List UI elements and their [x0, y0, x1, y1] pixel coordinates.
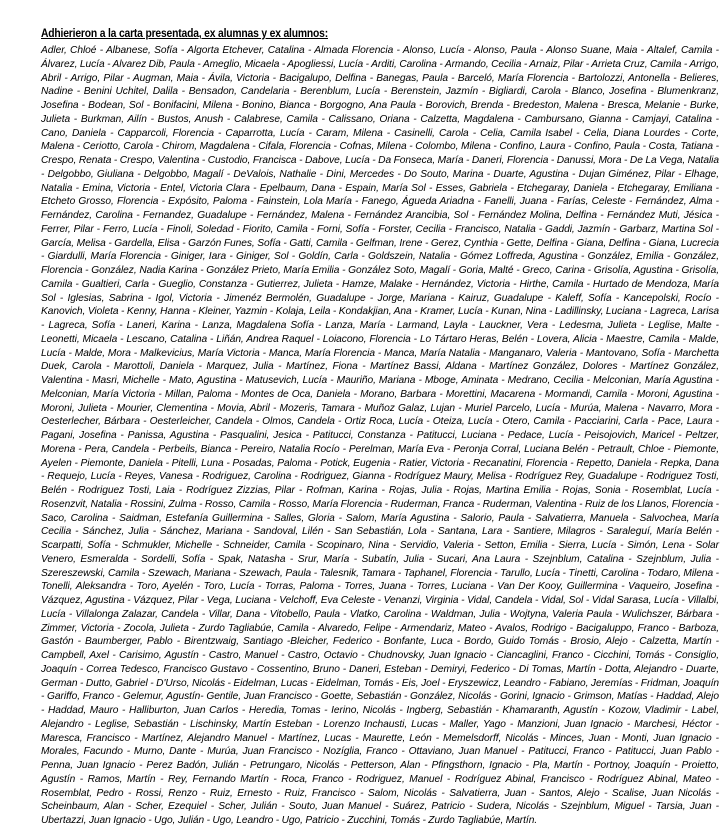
signatories-list: Adler, Chloé - Albanese, Sofía - Algorta Etchever, Catalina - Almada Florencia - Alonso, Lucía - Alonso, Paula - Alonso Suane, Maia - Altalef, Camila - Álvarez, Lucía - Alvarez Dib, Paula - Ameglio, Micaela - Apogliessi, Lucía - Arditi, Carolina - Armando, Cecilia - Arnaiz, Pilar - Arrieta Cruz, Camila - Arrigo, Abril - Arrigo, Pilar - Augman, Maia - Ávila, Victoria - Bacigalupo, Delfina - Banegas, Paula - Barceló, María Florencia - Bartolozzi, Antonella - Belieres, Nadine - Benini Uchitel, Dalila - Bensadon, Candelaria - Berenblum, Lucía - Berenstein, Jazmín - Bigliardi, Carola - Blanco, Josefina - Blumenkranz, Josefina - Bodean, Sol - Bonifacini, Milena - Bonino, Bianca - Borgogno, Ana Paula - Borovich, Brenda - Bredeston, Malena - Bresca, Melanie - Burke, Julieta - Burkman, Ailín - Bustos, Anush - Calabrese, Camila - Calissano, Oriana - Calzetta, Magdalena - Cambursano, Gianna - Camjayi, Catalina - Cano, Daniela - Capparcoli, Florencia - Caparrotta, Lucía - Caram, Milena - Casinelli, Carola - Celia, Camila Isabel - Celia, Diana Lourdes - Corte, Malena - Ceriotto, Carola - Chirom, Magdalena - Cifala, Florencia - Cofnas, Milena - Colombo, Milena - Confino, Laura - Confino, Paula - Costa, Tatiana - Crespo, Renata - Crespo, Valentina - Custodio, Francisca - Dabove, Lucía - Da Fonseca, María - Daneri, Florencia - Danussi, Mora - De La Vega, Natalia - Delgobbo, Giuliana - Delgobbo, Magalí - DeValois, Nathalie - Dini, Mercedes - Do Souto, Marina - Duarte, Agustina - Dujan Giménez, Pilar - Elhage, Natalia - Emina, Victoria - Entel, Victoria Clara - Epelbaum, Dana - Espain, María Sol - Esses, Gabriela - Etchegaray, Daniela - Etchegaray, Emiliana - Etcheto Grosso, Florencia - Expósito, Paloma - Fainstein, Lola María - Fanego, Águeda Ariadna - Fanelli, Juana - Farías, Celeste - Fernández, Alma - Fernández, Carolina - Fernandez, Guadalupe - Fernández, Malena - Fernández Arancibia, Sol - Fernández Molina, Delfina - Fernández Muti, Jésica - Ferrer, Pilar - Ferro, Lucía - Finoli, Soledad - Fiorito, Camila - Forni, Sofía - Forster, Cecilia - Francisco, Natalia - Gaddi, Jazmín - Garbarz, Martina Sol - García, Melisa - Gardella, Elisa - Garzón Funes, Sofía - Gatti, Camila - Gelfman, Irene - Gerez, Cynthia - Gette, Delfina - Giana, Delfina - Giana, Lucrecia - Giardulli, María Florencia - Giniger, Iara - Giniger, Sol - Goldín, Carla - Goldszein, Natalia - Gómez Loffreda, Agustina - González, Emilia - González, Florencia - González, Nadia Karina - González Prieto, María Emilia - González Soto, Magalí - Goria, Malté - Greco, Carina - Grisolía, Agustina - Grisolía, Camila - Gualtieri, Carla - Gueglio, Constanza - Gutierrez, Julieta - Hamze, Malake - Hernández, Victoria - Hirthe, Camila - Hurtado de Mendoza, María Sol - Iglesias, Sabrina - Igol, Victoria - Jimenéz Bermolén, Guadalupe - Jorge, Mariana - Kairuz, Guadalupe - Kaleff, Sofía - Kancepolski, Rocío - Kanovich, Violeta - Kenny, Hanna - Kleiner, Yazmin - Kolaja, Leila - Kondakjian, Ana - Kramer, Lucía - Kunan, Nina - Ladillinsky, Luciana - Lagreca, Larisa - Lagreca, Sofía - Laneri, Karina - Lanza, Magdalena Sofía - Lanza, María - Larmand, Layla - Lauckner, Vera - Ledesma, Julieta - Leglise, Malte - Leonetti, Micaela - Lescano, Catalina - Liñán, Andrea Raquel - Loiacono, Florencia - Lo Tártaro Heras, Belén - Lovera, Alicia - Maestre, Camila - Malde, Lucía - Malde, Mora - Malkevicius, María Victoria - Manca, María Florencia - Manca, María Natalia - Manganaro, Valeria - Mantovano, Sofía - Marchetta Duek, Carola - Marottoli, Daniela - Marquez, Julia - Martínez, Fiona - Martínez Bassi, Aldana - Martínez González, Dolores - Martínez González, Valentina - Masri, Michelle - Mato, Agustina - Matusevich, Lucía - Mauriño, Mariana - Mboge, Aminata - Medrano, Cecilia - Melconian, María Agustina - Melconian, María Victoria - Millan, Paloma - Montes de Oca, Daniela - Morano, Barbara - Morettini, Macarena - Mormandi, Camila - Moroni, Agustina - Moroni, Julieta - Mourier, Clementina - Movia, Abril - Mozeris, Tamara - Muñoz Galaz, Lujan - Muriel Parcelo, Lucía - Murúa, Malena - Navarro, Mora - Oesterlecher, Bárbara - Oesterleicher, Candela - Olmos, Candela - Ortiz Roca, Lucía - Oteiza, Lucía - Otero, Camila - Pacciarini, Carla - Pace, Laura - Pagani, Josefina - Panissa, Agustina - Pasqualini, Jesica - Patitucci, Constanza - Patitucci, Luciana - Pedace, Lucía - Peisojovich, Maricel - Peltzer, Morena - Pera, Candela - Perbeils, Bianca - Pereiro, Natalia Rocío - Perelman, María Eva - Peronja Corral, Luciana Belén - Petrault, Chloe - Piemonte, Ayelen - Piemonte, Daniela - Pitelli, Luna - Posadas, Paloma - Potick, Eugenia - Ratier, Victoria - Recanatini, Florencia - Repetto, Daniela - Repka, Dana - Requejo, Lucía - Reyes, Vanesa - Rodriguez, Carolina - Rodriguez, Gianna - Rodríguez Maury, Melisa - Rodríguez Rey, Guadalupe - Rodriguez Tosti, Belén - Rodriguez Tosti, Laia - Rodríguez Zizzias, Pilar - Rofman, Karina - Rojas, Julia - Rojas, Martina Emilia - Rojas, Sonia - Rosemblat, Lucía - Rosenzvit, Natalia - Rossini, Zulma - Rosso, Camila - Rosso, María Florencia - Ruderman, Franca - Ruderman, Valentina - Ruiz de los Llanos, Florencia - Saco, Carolina - Saidman, Estefanía Guillermina - Salles, Gloria - Salom, María Agustina - Salorio, Paula - Salvatierra, Manuela - Salvochea, María Cecilia - Sánchez, Julia - Sánchez, Mariana - Sandoval, Lilén - San Sebastián, Lola - Santana, Lara - Santiere, Milagros - Saraleguí, María Belén - Scarpatti, Sofía - Schmukler, Michelle - Schneider, Camila - Scopinaro, Nina - Servidio, Valeria - Setton, Emilia - Sierra, Lucía - Simón, Lena - Solar Venero, Esmeralda - Sordelli, Sofía - Spak, Natasha - Srur, María - Subatín, Julia - Sucari, Ana Laura - Szejnblum, Catalina - Szejnblum, Julia - Szereszewski, Camila - Szewach, Mariana - Szewach, Paula - Talesnik, Tamara - Taphanel, Florencia - Tarullo, Lucía - Tinetti, Carolina - Todaro, Milena - Tonelli, Aleksandra - Toro, Ayelén - Toro, Lucía - Torras, Paloma - Torres, Juana - Torres, Luciana - Van Der Kooy, Guillermina - Vaqueiro, Josefina - Vázquez, Agustina - Vázquez, Pilar - Vega, Luciana - Velchoff, Eva Celeste - Venanzi, Virginia - Vidal, Candela - Vidal, Sol - Vidal Sarasa, Lucía - Villalbi, Lucía - Villalonga Zalazar, Candela - Villar, Dana - Vitobello, Paula - Vlatko, Carolina - Waldman, Julia - Wojtyna, Valeria Paula - Wulichszer, Bárbara - Zimmer, Victoria - Zocola, Julieta - Zurdo Tagliabúe, Camila - Alvaredo, Felipe - Armendariz, Mateo - Avalos, Rodrigo - Bacigaluppo, Franco - Barboza, Gastón - Baumberger, Pablo - Birentzwaig, Santiago -Bleicher, Federico - Bonfante, Luca - Bordo, Guido Tomás - Brosio, Alejo - Calzetta, Martín - Campbell, Axel - Carisimo, Agustín - Castro, Manuel - Castro, Octavio - Chudnovsky, Juan Ignacio - Ciancaglini, Franco - Cicchini, Tomás - Consiglio, Joaquín - Correa Tedesco, Francisco Gustavo - Cossentino, Bruno - Daneri, Esteban - Demiryi, Federico - Di Tomas, Martín - Dotta, Alejandro - Duarte, German - Dutto, Gabriel - D'Urso, Nicolás - Eidelman, Lucas - Eidelman, Tomás - Eis, Joel - Eryszewicz, Leandro - Fabiano, Jeremías - Fridman, Joaquín - Gariffo, Franco - Gelemur, Agustín- Gentile, Juan Francisco - Goette, Sebastián - González, Nicolás - Gorini, Ignacio - Grimson, Matías - Haddad, Alejo - Haddad, Mauro - Halliburton, Juan Carlos - Heredia, Tomas - Ierino, Nicolás - Ingberg, Sebastián - Khamaranth, Agustín - Kozow, Vladimir - Label, Alejandro - Leglise, Sebastián - Lischinsky, Martín Esteban - Lorenzo Inchausti, Lucas - Maller, Yago - Manzioni, Juan Ignacio - Marchesi, Héctor - Maresca, Francisco - Martínez, Alejandro Manuel - Martínez, Lucas - Maurette, León - Memelsdorff, Nicolás - Minces, Juan - Monti, Juan Ignacio - Morales, Facundo - Murno, Dante - Murúa, Juan Francisco - Nozíglia, Franco - Ottaviano, Juan Manuel - Patitucci, Franco - Patitucci, Juan Pablo - Penna, Juan Ignacio - Perez Badón, Julián - Petrungaro, Nicolás - Petterson, Alan - Pfingsthorn, Ignacio - Pla, Martín - Portnoy, Joaquín - Proietto, Agustín - Ramos, Martín - Rey, Fernando Martín - Roca, Franco - Rodriguez, Manuel - Rodríguez Abinal, Francisco - Rodríguez Abinal, Mateo - Rosemblat, Pedro - Rossi, Renzo - Ruiz, Ernesto - Ruiz, Francisco - Salom, Nicolás - Salvatierra, Juan - Santos, Alejo - Scalise, Juan Nicolás - Scheinbaum, Alan - Scher, Ezequiel - Scher, Julián - Souto, Juan Manuel - Suárez, Patricio - Sudera, Nicolás - Szejnblum, Miguel - Tarsia, Juan - Ubertazzi, Juan Ignacio - Ugo, Julián - Ugo, Leandro - Ugo, Patricio - Zucchini, Tomás - Zurdo Tagliabúe, Martín.: [41, 45, 719, 826]
document-page: [41, 26, 719, 828]
document-heading: Adhierieron a la carta presentada, ex alumnas y ex alumnos:: [41, 26, 328, 40]
